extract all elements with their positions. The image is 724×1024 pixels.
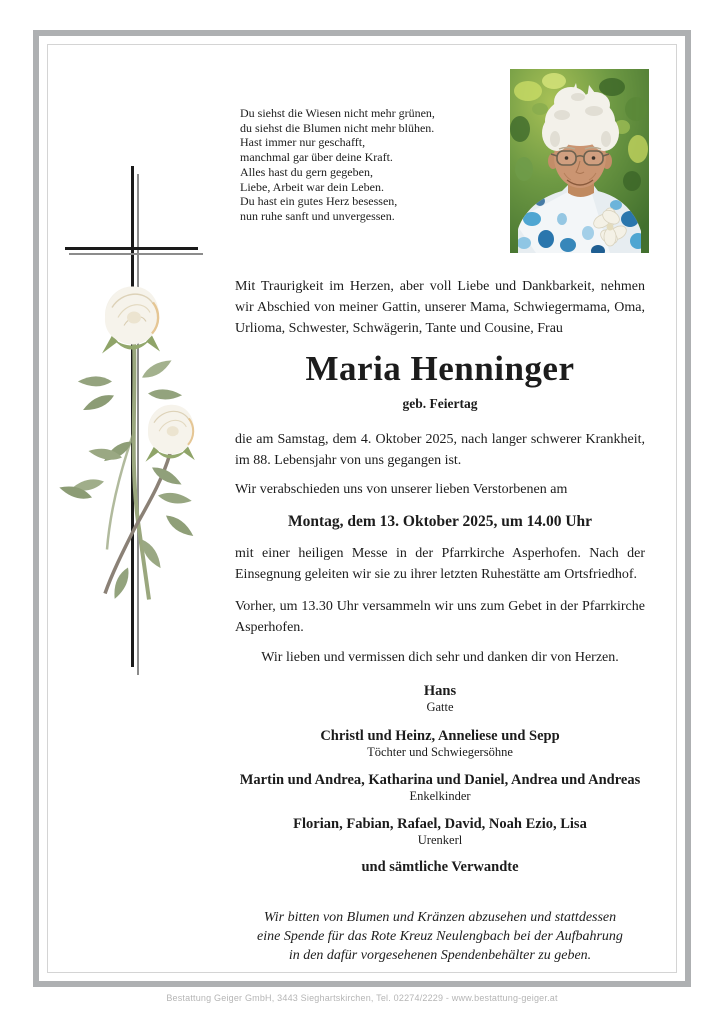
poem-line: Alles hast du gern gegeben, [240, 164, 373, 179]
intro-paragraph [235, 276, 645, 339]
mourner-group [235, 728, 645, 760]
donation-note [235, 908, 645, 965]
intro-line: Urlioma, Schwester, Schwägerin, Tante und Cousine, Frau [235, 321, 563, 336]
funeral-details [235, 543, 645, 585]
mourner-names: Florian, Fabian, Rafael, David, Noah Ezio, Lisa [293, 816, 587, 832]
prayer-note [235, 596, 645, 638]
mourner-group [235, 683, 645, 715]
cross-horizontal-shadow-line [69, 253, 203, 255]
portrait-photo [510, 69, 649, 253]
mourner-group [235, 816, 645, 848]
mourner-relation: Enkelkinder [409, 789, 471, 803]
tribute-line: Wir lieben und vermissen dich sehr und danken dir von Herzen. [261, 650, 619, 665]
donation-note-line: in den dafür vorgesehenen Spendenbehälter zu geben. [288, 948, 592, 963]
death-notice-line: im 88. Lebensjahr von uns gegangen ist. [235, 453, 462, 468]
mourner-names: Martin und Andrea, Katharina und Daniel, Andrea und Andreas [239, 772, 641, 788]
mourner-relation: Gatte [426, 700, 454, 714]
poem-line: du siehst die Blumen nicht mehr blühen. [240, 120, 435, 135]
poem-line: Hast immer nur geschafft, [240, 135, 366, 150]
mourner-names: Christl und Heinz, Anneliese und Sepp [320, 728, 560, 744]
death-notice [235, 429, 645, 471]
donation-note-line: Wir bitten von Blumen und Kränzen abzusehen und stattdessen [263, 910, 617, 925]
cross-horizontal-line [65, 247, 198, 250]
poem-line: Liebe, Arbeit war dein Leben. [240, 179, 384, 194]
prayer-note-line: Asperhofen. [235, 620, 304, 635]
mourner-relation: Töchter und Schwiegersöhne [367, 745, 513, 759]
poem-line: Du hast ein gutes Herz besessen, [240, 194, 398, 209]
maiden-name: geb. Feiertag [402, 396, 478, 411]
donation-note-line: eine Spende für das Rote Kreuz Neulengbach bei der Aufbahrung [257, 929, 623, 944]
death-notice-line: die am Samstag, dem 4. Oktober 2025, nach langer schwerer Krankheit, [235, 432, 645, 447]
poem-line: nun ruhe sanft und unvergessen. [240, 208, 395, 223]
poem-line: manchmal gar über deine Kraft. [240, 150, 393, 165]
mourner-relation: Urenkerl [417, 833, 463, 847]
mourner-names: und sämtliche Verwandte [361, 859, 519, 875]
deceased-name: Maria Henninger [305, 349, 575, 388]
mourner-group [235, 772, 645, 804]
prayer-note-line: Vorher, um 13.30 Uhr versammeln wir uns zum Gebet in der Pfarrkirche [235, 599, 645, 614]
funeral-details-line: mit einer heiligen Messe in der Pfarrkirche Asperhofen. Nach der [235, 546, 645, 561]
funeral-datetime: Montag, dem 13. Oktober 2025, um 14.00 Uhr [287, 513, 593, 530]
mourner-group [235, 859, 645, 876]
intro-line: wir Abschied von meiner Gattin, unserer Mama, Schwiegermama, Oma, [235, 300, 645, 315]
farewell-line: Wir verabschieden uns von unserer lieben Verstorbenen am [235, 482, 568, 497]
memorial-poem [240, 106, 512, 224]
intro-line: Mit Traurigkeit im Herzen, aber voll Liebe und Dankbarkeit, nehmen [235, 279, 645, 294]
poem-line: Du siehst die Wiesen nicht mehr grünen, [240, 106, 435, 120]
funeral-details-line: Einsegnung geleiten wir sie zu ihrer letzten Ruhestätte am Ortsfriedhof. [235, 567, 637, 582]
funeral-home-footer: Bestattung Geiger GmbH, 3443 Sieghartskirchen, Tel. 02274/2229 - www.bestattung-geiger.at [166, 993, 558, 1003]
mourner-names: Hans [423, 683, 457, 699]
white-roses-image [50, 281, 218, 606]
